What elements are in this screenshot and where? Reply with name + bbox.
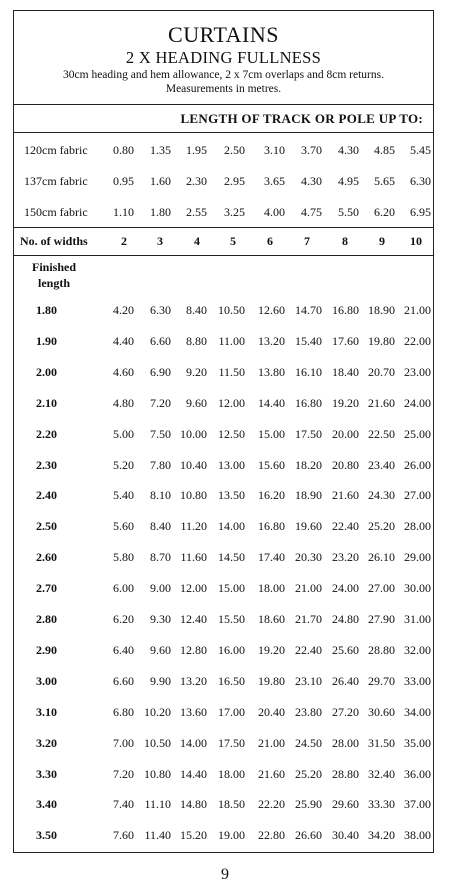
fabric-length-cell: 7.80 xyxy=(150,457,171,472)
track-length-cell: 1.60 xyxy=(150,174,171,188)
fabric-length-cell: 11.50 xyxy=(218,364,245,379)
finished-length-value: 2.30 xyxy=(36,457,57,472)
fabric-length-cell: 14.40 xyxy=(180,766,207,781)
fabric-length-cell: 7.00 xyxy=(113,735,134,750)
fabric-length-cell: 6.30 xyxy=(150,303,171,317)
fabric-length-cell: 22.80 xyxy=(258,828,285,843)
fabric-length-cell: 37.00 xyxy=(404,797,431,812)
fabric-length-cell: 21.00 xyxy=(258,735,285,750)
finished-length-value: 1.80 xyxy=(36,303,57,317)
fabric-length-cell: 4.80 xyxy=(113,395,134,410)
fabric-length-cell: 23.20 xyxy=(332,550,359,565)
track-length-cell: 5.50 xyxy=(338,205,359,219)
finished-length-value: 3.00 xyxy=(36,673,57,688)
fabric-length-cell: 14.70 xyxy=(295,303,322,317)
fabric-length-cell: 14.00 xyxy=(218,519,245,534)
fabric-length-cell: 13.20 xyxy=(258,333,285,348)
fabric-length-cell: 23.00 xyxy=(404,364,431,379)
fabric-length-cell: 30.00 xyxy=(404,581,431,596)
width-count-cell: 8 xyxy=(342,234,348,248)
fabric-length-cell: 12.60 xyxy=(258,303,285,317)
track-length-cell: 6.20 xyxy=(374,205,395,219)
fabric-length-cell: 32.40 xyxy=(368,766,395,781)
fabric-length-cell: 26.00 xyxy=(404,457,431,472)
fabric-length-cell: 18.00 xyxy=(258,581,285,596)
track-length-cell: 0.95 xyxy=(113,174,134,188)
fabric-length-cell: 9.60 xyxy=(150,642,171,657)
fabric-length-cell: 20.70 xyxy=(368,364,395,379)
fabric-length-cell: 19.80 xyxy=(258,673,285,688)
fabric-length-cell: 6.60 xyxy=(113,673,134,688)
fabric-length-cell: 9.00 xyxy=(150,581,171,596)
fabric-length-cell: 16.80 xyxy=(295,395,322,410)
fabric-length-cell: 30.60 xyxy=(368,704,395,719)
fabric-length-cell: 24.30 xyxy=(368,488,395,503)
fabric-length-cell: 9.30 xyxy=(150,612,171,626)
width-count-cell: 4 xyxy=(194,234,200,248)
fabric-length-cell: 19.60 xyxy=(295,519,322,534)
fabric-length-cell: 36.00 xyxy=(404,766,431,781)
fabric-length-cell: 29.60 xyxy=(332,797,359,812)
fabric-length-cell: 16.00 xyxy=(218,642,245,657)
fabric-length-cell: 14.50 xyxy=(218,550,245,565)
fabric-length-cell: 32.00 xyxy=(404,642,431,657)
track-length-cell: 4.95 xyxy=(338,174,359,188)
fabric-length-cell: 13.80 xyxy=(258,364,285,379)
track-length-cell: 4.30 xyxy=(338,143,359,157)
finished-length-value: 3.30 xyxy=(36,766,57,781)
fabric-length-cell: 20.80 xyxy=(332,457,359,472)
fabric-length-cell: 5.20 xyxy=(113,457,134,472)
fabric-length-cell: 15.00 xyxy=(218,581,245,596)
fabric-length-cell: 25.20 xyxy=(295,766,322,781)
page-subtitle: 2 X HEADING FULLNESS xyxy=(125,48,322,67)
fabric-length-cell: 7.50 xyxy=(150,426,171,441)
fabric-length-cell: 26.60 xyxy=(295,828,322,843)
fabric-length-cell: 13.50 xyxy=(218,488,245,503)
fabric-length-cell: 28.80 xyxy=(368,642,395,657)
widths-top-divider xyxy=(14,227,433,228)
widths-bottom-divider xyxy=(14,255,433,256)
track-length-heading: LENGTH OF TRACK OR POLE UP TO: xyxy=(180,111,423,126)
fabric-length-cell: 16.80 xyxy=(332,303,359,317)
fabric-length-cell: 6.00 xyxy=(113,581,134,596)
finished-length-value: 1.90 xyxy=(36,333,57,348)
fabric-length-cell: 7.20 xyxy=(150,395,171,410)
track-length-cell: 1.35 xyxy=(150,143,171,157)
fabric-length-cell: 24.00 xyxy=(332,581,359,596)
fabric-length-cell: 27.20 xyxy=(332,704,359,719)
fabric-length-cell: 10.40 xyxy=(180,457,207,472)
fabric-length-cell: 14.40 xyxy=(258,395,285,410)
fabric-length-cell: 18.40 xyxy=(332,364,359,379)
fabric-length-cell: 9.90 xyxy=(150,673,171,688)
track-length-cell: 3.65 xyxy=(264,174,285,188)
fabric-length-cell: 4.60 xyxy=(113,364,134,379)
track-length-cell: 0.80 xyxy=(113,143,134,157)
track-length-cell: 2.50 xyxy=(224,143,245,157)
page-title: CURTAINS xyxy=(168,22,279,47)
fabric-length-cell: 11.00 xyxy=(218,333,245,348)
fabric-length-cell: 17.40 xyxy=(258,550,285,565)
fabric-length-cell: 28.00 xyxy=(404,519,431,534)
width-count-cell: 9 xyxy=(379,234,385,248)
fabric-length-cell: 11.40 xyxy=(144,828,171,843)
finished-length-line-2: length xyxy=(37,276,70,290)
fabric-length-cell: 24.80 xyxy=(332,612,359,626)
fabric-length-cell: 26.10 xyxy=(368,550,395,565)
fabric-length-cell: 21.60 xyxy=(258,766,285,781)
fabric-length-cell: 21.00 xyxy=(404,303,431,317)
track-length-cell: 3.25 xyxy=(224,205,245,219)
fabric-length-cell: 18.00 xyxy=(218,766,245,781)
fabric-length-cell: 31.00 xyxy=(404,612,431,626)
fabric-length-cell: 8.40 xyxy=(186,303,207,317)
fabric-length-cell: 8.80 xyxy=(186,333,207,348)
fabric-length-cell: 12.40 xyxy=(180,612,207,626)
fabric-length-cell: 27.00 xyxy=(368,581,395,596)
fabric-length-cell: 16.50 xyxy=(218,673,245,688)
fabric-length-cell: 22.40 xyxy=(295,642,322,657)
fabric-length-cell: 23.10 xyxy=(295,673,322,688)
finished-length-value: 2.70 xyxy=(36,581,57,596)
fabric-length-cell: 6.20 xyxy=(113,612,134,626)
fabric-length-cell: 29.00 xyxy=(404,550,431,565)
fabric-length-cell: 16.80 xyxy=(258,519,285,534)
fabric-length-cell: 12.00 xyxy=(180,581,207,596)
fabric-length-cell: 9.20 xyxy=(186,364,207,379)
fabric-length-cell: 28.80 xyxy=(332,766,359,781)
track-length-cell: 4.85 xyxy=(374,143,395,157)
fabric-length-cell: 8.40 xyxy=(150,519,171,534)
track-length-cell: 4.00 xyxy=(264,205,285,219)
fabric-length-cell: 15.00 xyxy=(258,426,285,441)
fabric-length-cell: 19.00 xyxy=(218,828,245,843)
fabric-length-cell: 25.60 xyxy=(332,642,359,657)
fabric-length-cell: 5.60 xyxy=(113,519,134,534)
width-count-cell: 6 xyxy=(267,234,273,248)
fabric-length-cell: 12.00 xyxy=(218,395,245,410)
fabric-length-cell: 20.30 xyxy=(295,550,322,565)
width-count-cell: 10 xyxy=(410,234,422,248)
width-count-cell: 5 xyxy=(230,234,236,248)
fabric-length-cell: 34.20 xyxy=(368,828,395,843)
fabric-length-cell: 27.00 xyxy=(404,488,431,503)
finished-length-heading xyxy=(14,259,94,291)
track-length-cell: 4.75 xyxy=(301,205,322,219)
track-length-cell: 2.30 xyxy=(186,174,207,188)
fabric-length-cell: 28.00 xyxy=(332,735,359,750)
track-length-cell: 6.30 xyxy=(410,174,431,188)
fabric-length-cell: 13.00 xyxy=(218,457,245,472)
fabric-length-cell: 10.00 xyxy=(180,426,207,441)
fabric-length-cell: 31.50 xyxy=(368,735,395,750)
finished-length-value: 3.20 xyxy=(36,735,57,750)
fabric-length-cell: 6.40 xyxy=(113,642,134,657)
fabric-width-label: 120cm fabric xyxy=(24,143,88,157)
finished-length-value: 2.00 xyxy=(36,364,57,379)
fabric-length-cell: 34.00 xyxy=(404,704,431,719)
fabric-length-cell: 8.70 xyxy=(150,550,171,565)
fabric-length-cell: 15.50 xyxy=(218,612,245,626)
fabric-length-cell: 18.60 xyxy=(258,612,285,626)
fabric-length-cell: 30.40 xyxy=(332,828,359,843)
fabric-length-cell: 14.80 xyxy=(180,797,207,812)
fabric-length-cell: 5.00 xyxy=(113,426,134,441)
fabric-length-cell: 22.00 xyxy=(404,333,431,348)
fabric-length-cell: 38.00 xyxy=(404,828,431,843)
finished-length-value: 2.60 xyxy=(36,550,57,565)
fabric-length-cell: 21.70 xyxy=(295,612,322,626)
fabric-length-cell: 27.90 xyxy=(368,612,395,626)
fabric-length-cell: 25.00 xyxy=(404,426,431,441)
fabric-length-cell: 20.40 xyxy=(258,704,285,719)
fabric-length-cell: 6.80 xyxy=(113,704,134,719)
fabric-length-cell: 17.50 xyxy=(295,426,322,441)
fabric-length-cell: 11.10 xyxy=(144,797,171,812)
fabric-length-cell: 25.90 xyxy=(295,797,322,812)
fabric-length-cell: 22.40 xyxy=(332,519,359,534)
fabric-length-cell: 5.40 xyxy=(113,488,134,503)
fabric-length-cell: 7.40 xyxy=(113,797,134,812)
curtain-table-frame xyxy=(13,10,434,853)
fabric-length-cell: 11.20 xyxy=(180,519,207,534)
fabric-length-cell: 33.00 xyxy=(404,673,431,688)
track-length-cell: 1.95 xyxy=(186,143,207,157)
fabric-length-cell: 7.20 xyxy=(113,766,134,781)
fabric-length-cell: 24.50 xyxy=(295,735,322,750)
fabric-length-cell: 21.60 xyxy=(332,488,359,503)
track-length-cell: 5.65 xyxy=(374,174,395,188)
page-number: 9 xyxy=(221,866,229,883)
finished-length-value: 2.80 xyxy=(36,612,57,626)
fabric-length-cell: 16.10 xyxy=(295,364,322,379)
fabric-length-cell: 14.00 xyxy=(180,735,207,750)
fabric-length-cell: 18.90 xyxy=(295,488,322,503)
fabric-length-cell: 10.80 xyxy=(180,488,207,503)
fabric-length-cell: 16.20 xyxy=(258,488,285,503)
fabric-length-cell: 19.20 xyxy=(258,642,285,657)
finished-length-value: 2.50 xyxy=(36,519,57,534)
fabric-length-cell: 19.80 xyxy=(368,333,395,348)
finished-length-value: 2.40 xyxy=(36,488,57,503)
fabric-length-cell: 18.50 xyxy=(218,797,245,812)
fabric-width-label: 150cm fabric xyxy=(24,205,88,219)
fabric-length-cell: 17.60 xyxy=(332,333,359,348)
track-divider xyxy=(14,132,433,133)
width-count-cell: 2 xyxy=(121,234,127,248)
fabric-length-cell: 23.80 xyxy=(295,704,322,719)
finished-length-value: 2.10 xyxy=(36,395,57,410)
fabric-length-cell: 20.00 xyxy=(332,426,359,441)
track-length-cell: 3.70 xyxy=(301,143,322,157)
fabric-length-cell: 9.60 xyxy=(186,395,207,410)
fabric-length-cell: 25.20 xyxy=(368,519,395,534)
fabric-length-cell: 21.00 xyxy=(295,581,322,596)
track-length-cell: 3.10 xyxy=(264,143,285,157)
fabric-length-cell: 10.80 xyxy=(144,766,171,781)
fabric-length-cell: 4.20 xyxy=(113,303,134,317)
fabric-length-cell: 17.50 xyxy=(218,735,245,750)
track-length-cell: 5.45 xyxy=(410,143,431,157)
fabric-length-cell: 29.70 xyxy=(368,673,395,688)
fabric-length-cell: 13.20 xyxy=(180,673,207,688)
fabric-length-cell: 10.50 xyxy=(144,735,171,750)
track-length-cell: 2.95 xyxy=(224,174,245,188)
fabric-length-cell: 8.10 xyxy=(150,488,171,503)
fabric-length-cell: 19.20 xyxy=(332,395,359,410)
widths-label: No. of widths xyxy=(20,234,88,248)
fabric-length-cell: 12.80 xyxy=(180,642,207,657)
finished-length-value: 3.40 xyxy=(36,797,57,812)
fabric-length-cell: 33.30 xyxy=(368,797,395,812)
track-length-cell: 6.95 xyxy=(410,205,431,219)
fabric-length-cell: 24.00 xyxy=(404,395,431,410)
fabric-length-cell: 13.60 xyxy=(180,704,207,719)
finished-length-line-1: Finished xyxy=(31,260,76,274)
finished-length-value: 3.50 xyxy=(36,828,57,843)
fabric-length-cell: 22.20 xyxy=(258,797,285,812)
fabric-length-cell: 18.90 xyxy=(368,303,395,317)
track-length-cell: 4.30 xyxy=(301,174,322,188)
fabric-length-cell: 21.60 xyxy=(368,395,395,410)
fabric-length-cell: 18.20 xyxy=(295,457,322,472)
fabric-length-cell: 12.50 xyxy=(218,426,245,441)
fabric-length-cell: 10.50 xyxy=(218,303,245,317)
units-note: Measurements in metres. xyxy=(165,83,282,95)
fabric-length-cell: 6.90 xyxy=(150,364,171,379)
track-length-cell: 1.80 xyxy=(150,205,171,219)
allowance-note: 30cm heading and hem allowance, 2 x 7cm overlaps and 8cm returns. xyxy=(63,69,384,81)
finished-length-value: 2.20 xyxy=(36,426,57,441)
finished-length-value: 2.90 xyxy=(36,642,57,657)
fabric-length-cell: 15.40 xyxy=(295,333,322,348)
fabric-length-cell: 15.20 xyxy=(180,828,207,843)
width-count-cell: 3 xyxy=(157,234,163,248)
track-length-cell: 1.10 xyxy=(113,205,134,219)
fabric-length-cell: 22.50 xyxy=(368,426,395,441)
fabric-length-cell: 17.00 xyxy=(218,704,245,719)
fabric-length-cell: 15.60 xyxy=(258,457,285,472)
fabric-length-cell: 35.00 xyxy=(404,735,431,750)
fabric-length-cell: 4.40 xyxy=(113,333,134,348)
fabric-length-cell: 10.20 xyxy=(144,704,171,719)
header-divider xyxy=(14,104,433,105)
width-count-cell: 7 xyxy=(304,234,310,248)
track-length-cell: 2.55 xyxy=(186,205,207,219)
fabric-length-cell: 7.60 xyxy=(113,828,134,843)
fabric-length-cell: 11.60 xyxy=(180,550,207,565)
fabric-width-label: 137cm fabric xyxy=(24,174,88,188)
fabric-length-cell: 5.80 xyxy=(113,550,134,565)
fabric-length-cell: 23.40 xyxy=(368,457,395,472)
finished-length-value: 3.10 xyxy=(36,704,57,719)
fabric-length-cell: 26.40 xyxy=(332,673,359,688)
fabric-length-cell: 6.60 xyxy=(150,333,171,348)
